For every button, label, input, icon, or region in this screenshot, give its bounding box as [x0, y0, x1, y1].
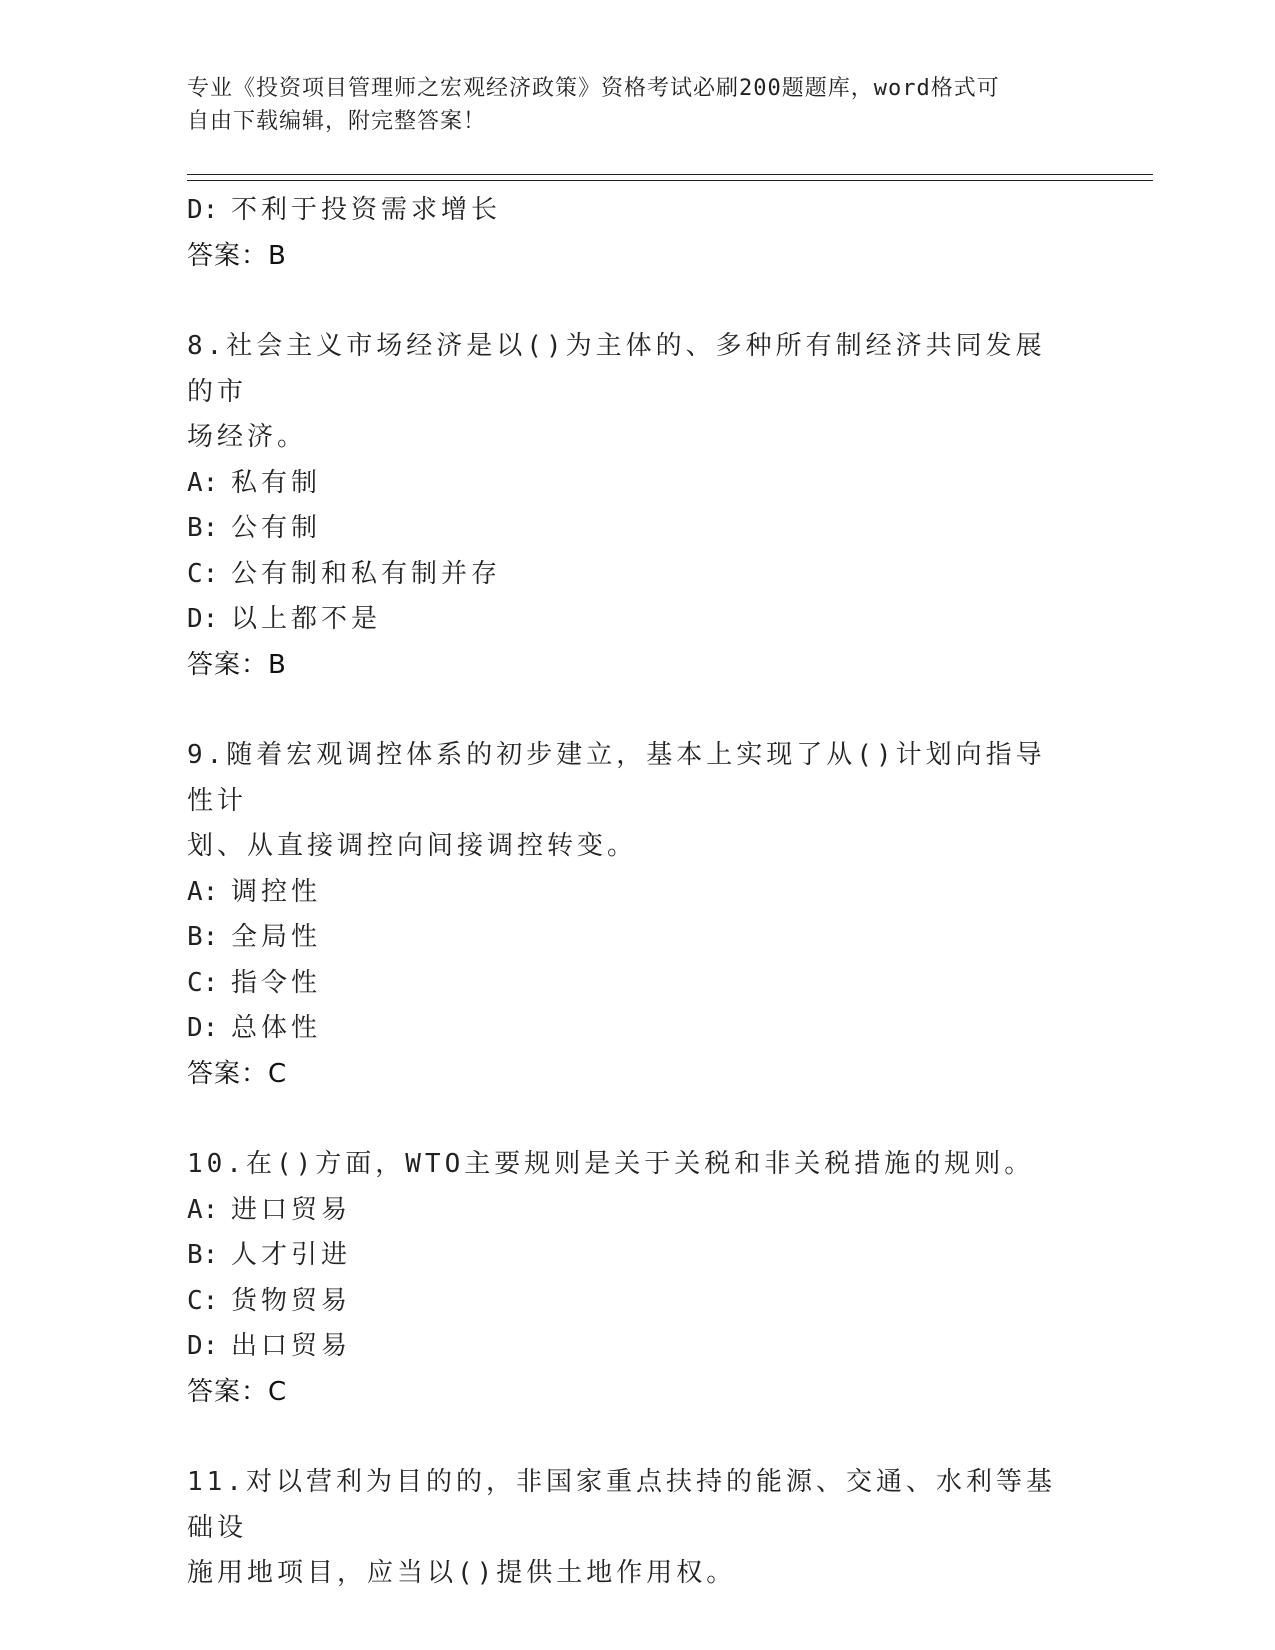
- question-stem-line-2: 施用地项目，应当以()提供土地作用权。: [187, 1558, 737, 1588]
- option-a: [187, 870, 1087, 916]
- question-stem-line-2: 划、从直接调控向间接调控转变。: [187, 831, 638, 861]
- option-letter: C:: [187, 558, 219, 589]
- option-letter: D:: [187, 1013, 219, 1043]
- option-b: [187, 1233, 1087, 1279]
- option-letter: B:: [187, 1240, 219, 1270]
- question-8: [187, 324, 1087, 688]
- question-stem-line-1: 10.在()方面，WTO主要规则是关于关税和非关税措施的规则。: [187, 1149, 1035, 1179]
- option-text: 公有制: [231, 513, 322, 543]
- header-line-1: 专业《投资项目管理师之宏观经济政策》资格考试必刷200题题库，word格式可: [187, 76, 1000, 101]
- option-c: [187, 961, 1087, 1007]
- page-header: [187, 72, 1087, 138]
- previous-question-tail: [187, 188, 1087, 279]
- option-letter: A:: [187, 1194, 219, 1225]
- option-letter: D:: [187, 195, 219, 225]
- option-d: [187, 1324, 1087, 1370]
- question-stem-line-2: 场经济。: [187, 422, 308, 452]
- question-list: [187, 188, 1087, 1597]
- option-c: [187, 552, 1087, 598]
- option-letter: D:: [187, 1331, 219, 1361]
- question-stem-line-1: 8.社会主义市场经济是以()为主体的、多种所有制经济共同发展的市: [187, 331, 1046, 407]
- option-c: [187, 1279, 1087, 1325]
- option-letter: A:: [187, 467, 219, 498]
- option-text: 私有制: [231, 467, 322, 498]
- question-stem-line-1: 9.随着宏观调控体系的初步建立，基本上实现了从()计划向指导性计: [187, 740, 1046, 816]
- option-text: 总体性: [231, 1013, 322, 1043]
- question-stem-line-1: 11.对以营利为目的的，非国家重点扶持的能源、交通、水利等基础设: [187, 1467, 1056, 1543]
- header-rule-bottom: [187, 180, 1153, 181]
- answer-line: 答案：C: [187, 1376, 288, 1407]
- option-b: [187, 506, 1087, 552]
- option-letter: B:: [187, 922, 219, 952]
- option-b: [187, 915, 1087, 961]
- option-letter: D:: [187, 604, 219, 634]
- spacer: [187, 279, 1087, 324]
- option-letter: A:: [187, 876, 219, 907]
- question-10: [187, 1142, 1087, 1415]
- option-d: [187, 188, 1087, 234]
- option-d: [187, 1006, 1087, 1052]
- option-text: 以上都不是: [231, 604, 382, 634]
- option-text: 进口贸易: [231, 1194, 352, 1225]
- option-text: 公有制和私有制并存: [231, 558, 502, 589]
- option-a: [187, 461, 1087, 507]
- option-text: 全局性: [231, 922, 322, 952]
- question-11: [187, 1460, 1087, 1597]
- question-9: [187, 733, 1087, 1097]
- option-text: 指令性: [231, 967, 322, 998]
- spacer: [187, 1415, 1087, 1460]
- option-letter: C:: [187, 1285, 219, 1316]
- spacer: [187, 688, 1087, 733]
- option-a: [187, 1188, 1087, 1234]
- answer-line: 答案：C: [187, 1058, 288, 1089]
- option-text: 不利于投资需求增长: [231, 195, 502, 225]
- option-letter: B:: [187, 513, 219, 543]
- option-d: [187, 597, 1087, 643]
- option-text: 调控性: [231, 876, 322, 907]
- header-line-2: 自由下载编辑，附完整答案！: [187, 109, 487, 134]
- spacer: [187, 1097, 1087, 1142]
- header-rule-top: [187, 174, 1153, 175]
- answer-line: 答案：B: [187, 649, 287, 680]
- option-letter: C:: [187, 967, 219, 998]
- option-text: 货物贸易: [231, 1285, 352, 1316]
- option-text: 人才引进: [231, 1240, 352, 1270]
- option-text: 出口贸易: [231, 1331, 352, 1361]
- answer-line: 答案：B: [187, 240, 287, 271]
